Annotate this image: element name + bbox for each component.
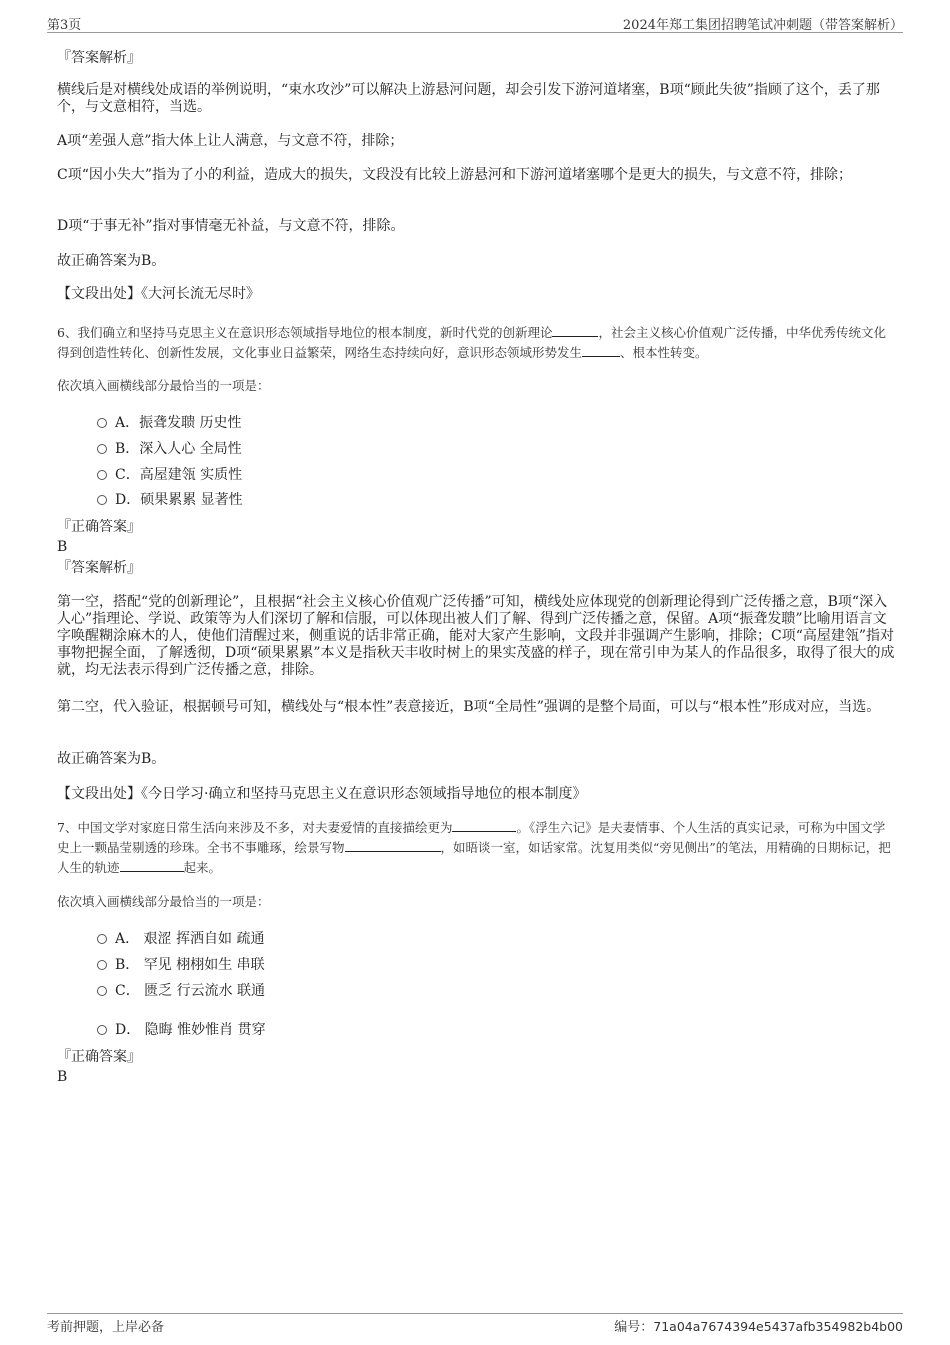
q6-option-a[interactable]	[97, 414, 242, 432]
q5-analysis-heading: 『答案解析』	[57, 50, 141, 66]
q5-analysis-para4: D项“于事无补”指对事情毫无补益，与文意不符，排除。	[57, 218, 405, 234]
radio-icon[interactable]	[97, 960, 107, 970]
q6-option-a-label: A．振聋发聩 历史性	[115, 415, 242, 431]
q6-source: 【文段出处】《今日学习·确立和坚持马克思主义在意识形态领域指导地位的根本制度》	[57, 786, 587, 802]
q6-stem	[57, 323, 895, 363]
q6-option-b[interactable]	[97, 440, 242, 458]
q7-option-d-label: D． 隐晦 惟妙惟肖 贯穿	[115, 1022, 266, 1038]
q6-option-b-label: B．深入人心 全局性	[115, 441, 242, 457]
q6-option-c-label: C．高屋建瓴 实质性	[115, 467, 243, 483]
document-title: 2024年郑工集团招聘笔试冲刺题（带答案解析）	[622, 18, 903, 33]
q5-analysis-para3: C项“因小失大”指为了小的利益，造成大的损失，文段没有比较上游悬河和下游河道堵塞哪个是更大的损失，与文意不符，排除；	[57, 167, 853, 183]
radio-icon[interactable]	[97, 1025, 107, 1035]
q6-option-c[interactable]	[97, 466, 242, 484]
q6-conclusion: 故正确答案为B。	[57, 751, 166, 767]
radio-icon[interactable]	[97, 444, 107, 454]
q7-stem-part-c: ，如晤谈一室，如话家常。沈复用类似“旁见侧出”的笔法，用精确的日期标记，把人生的轨迹	[57, 840, 891, 875]
radio-icon[interactable]	[97, 934, 107, 944]
document-code-label: 编号：	[614, 1320, 654, 1335]
q5-conclusion: 故正确答案为B。	[57, 253, 166, 269]
q7-option-d[interactable]	[97, 1021, 266, 1039]
footer-slogan: 考前押题，上岸必备	[47, 1320, 165, 1335]
radio-icon[interactable]	[97, 418, 107, 428]
q6-answer-heading: 『正确答案』	[57, 519, 141, 535]
radio-icon[interactable]	[97, 495, 107, 505]
q7-option-a[interactable]	[97, 930, 264, 948]
page-footer	[47, 1313, 903, 1334]
radio-icon[interactable]	[97, 986, 107, 996]
q6-prompt: 依次填入画横线部分最恰当的一项是：	[57, 378, 270, 393]
q6-stem-part-c: 、根本性转变。	[620, 345, 708, 360]
q7-prompt: 依次填入画横线部分最恰当的一项是：	[57, 894, 270, 909]
q7-stem-part-d: 起来。	[183, 860, 222, 875]
page-header	[47, 14, 903, 33]
radio-icon[interactable]	[97, 470, 107, 480]
q6-analysis-para2: 第二空，代入验证，根据顿号可知，横线处与“根本性”表意接近，B项“全局性”强调的是整个局面，可以与“根本性”形成对应，当选。	[57, 699, 881, 715]
q7-option-c-label: C． 匮乏 行云流水 联通	[115, 983, 266, 999]
q5-analysis-para2: A项“差强人意”指大体上让人满意，与文意不符，排除；	[57, 133, 404, 149]
q6-analysis-heading: 『答案解析』	[57, 560, 141, 576]
q7-option-b-label: B． 罕见 栩栩如生 串联	[115, 957, 265, 973]
q7-answer-heading: 『正确答案』	[57, 1049, 141, 1065]
q7-blank-2	[345, 839, 441, 852]
q6-option-d[interactable]	[97, 491, 243, 509]
q5-source: 【文段出处】《大河长流无尽时》	[57, 286, 260, 302]
q7-stem	[57, 818, 895, 878]
q7-blank-1	[452, 819, 516, 832]
q7-option-c[interactable]	[97, 982, 265, 1000]
q7-option-a-label: A． 艰涩 挥洒自如 疏通	[115, 931, 265, 947]
page-number: 第3页	[47, 18, 82, 33]
q5-analysis-para1: 横线后是对横线处成语的举例说明，“束水攻沙”可以解决上游悬河问题，却会引发下游河道堵塞，B项“顾此失彼”指顾了这个，丢了那个，与文意相符，当选。	[57, 82, 880, 115]
q7-answer: B	[57, 1069, 68, 1085]
q6-stem-part-a: 6、我们确立和坚持马克思主义在意识形态领域指导地位的根本制度，新时代党的创新理论	[57, 325, 553, 340]
document-code	[614, 1316, 903, 1335]
q6-blank-2	[582, 344, 620, 357]
q6-answer: B	[57, 539, 68, 555]
document-code-value: 71a04a7674394e5437afb354982b4b00	[653, 1319, 903, 1334]
q7-blank-3	[120, 859, 184, 872]
q6-analysis-para1: 第一空，搭配“党的创新理论”，且根据“社会主义核心价值观广泛传播”可知，横线处应体现党的创新理论得到广泛传播之意，B项“深入人心”指理论、学说、政策等为人们深切了解和信服，可以体现出被人们了解、得到广泛传播之意，保留。A项“振聋发聩”比喻用语言文字唤醒糊涂麻木的人，使他们清醒过来，侧重说的话非常正确，能对大家产生影响，文段并非强调产生影响，排除；C项“高屋建瓴”指对事物把握全面，了解透彻，D项“硕果累累”本义是指秋天丰收时树上的果实茂盛的样子，现在常引申为某人的作品很多，取得了很大的成就，均无法表示得到广泛传播之意，排除。	[57, 594, 895, 678]
q6-blank-1	[552, 324, 598, 337]
q7-stem-part-b: 。《浮生六记》是夫妻情事、个人生活的真实记录，可称为中国文学史上一颗晶莹剔透的珍珠。全书不事雕琢，绘景写物	[57, 820, 886, 855]
q6-option-d-label: D．硕果累累 显著性	[115, 492, 243, 508]
q7-option-b[interactable]	[97, 956, 265, 974]
q7-stem-part-a: 7、中国文学对家庭日常生活向来涉及不多，对夫妻爱情的直接描绘更为	[57, 820, 453, 835]
q6-stem-part-b: ，社会主义核心价值观广泛传播，中华优秀传统文化得到创造性转化、创新性发展，文化事业日益繁荣，网络生态持续向好，意识形态领域形势发生	[57, 325, 886, 360]
